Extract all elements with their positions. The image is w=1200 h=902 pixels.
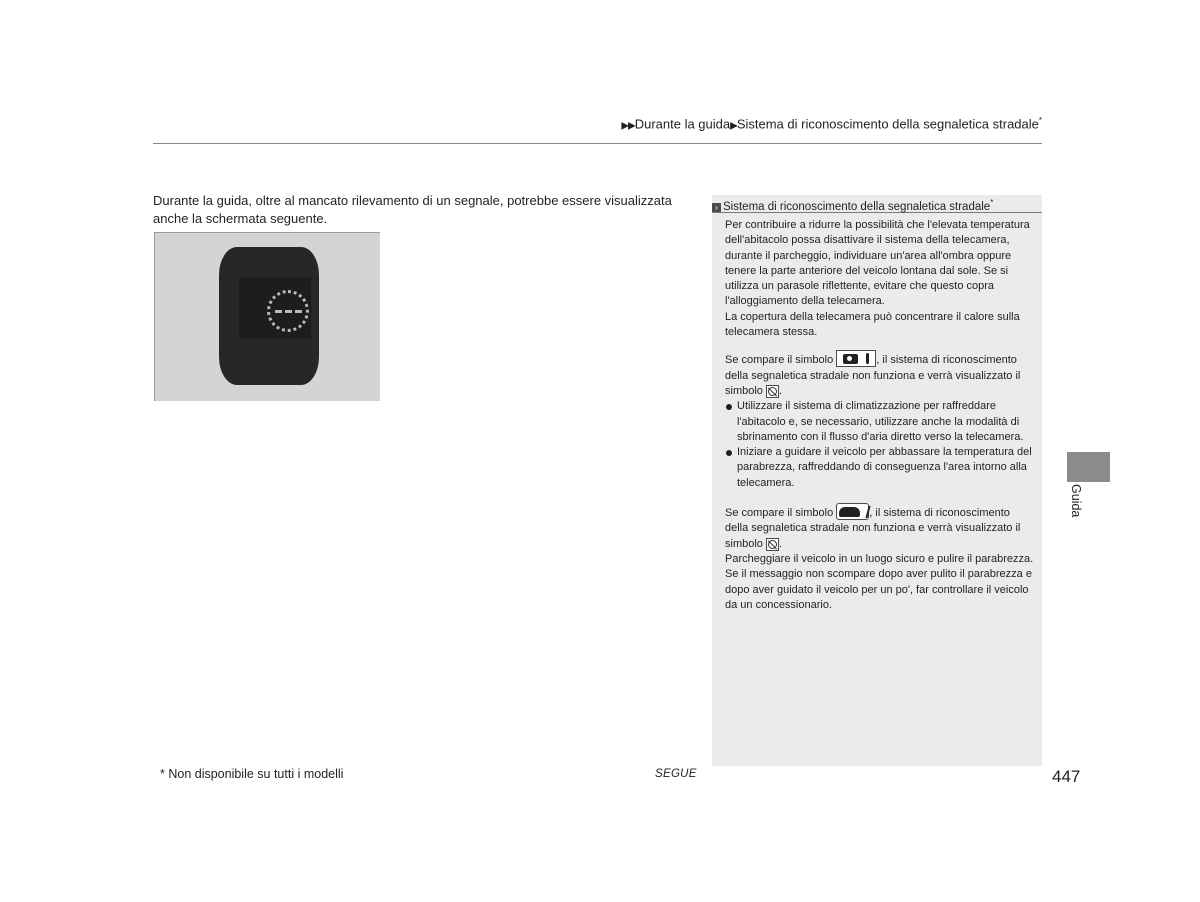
no-sign-detected-icon (267, 290, 309, 332)
notes-paragraph-4 (725, 503, 1035, 552)
display-illustration (154, 232, 380, 401)
double-triangle-icon: ▶▶ (621, 120, 635, 132)
p3-text-end: . (778, 384, 783, 397)
tsr-off-icon (766, 538, 779, 551)
tsr-off-icon (766, 385, 779, 398)
notes-title-text: Sistema di riconoscimento della segnaletica stradale (723, 200, 991, 213)
section-tab-label: Guida (1069, 484, 1083, 518)
p3-text-middle: , il sistema di riconoscimento della segnaletica stradale non funziona e verrà visualizzato il simbolo (725, 354, 1021, 397)
p4-text-end: . (778, 537, 783, 550)
notes-paragraph-2: La copertura della telecamera può concentrare il calore sulla telecamera stessa. (725, 310, 1020, 339)
display-screen (219, 247, 319, 385)
breadcrumb-topic: Sistema di riconoscimento della segnaletica stradale (736, 116, 1039, 132)
triangle-icon: ▶ (730, 120, 737, 132)
notes-paragraph-5: Parcheggiare il veicolo in un luogo sicuro e pulire il parabrezza. Se il messaggio non scompare dopo aver pulito il parabrezza e dopo aver guidato il veicolo per un po', far controllare il veicolo da un concessionario. (725, 552, 1034, 611)
dirty-windshield-camera-icon (836, 503, 869, 520)
p4-text-middle: , il sistema di riconoscimento della segnaletica stradale non funziona e verrà visualizzato il simbolo (725, 507, 1021, 550)
p3-text-start: Se compare il simbolo (725, 354, 834, 367)
continued-label: SEGUE (655, 768, 697, 780)
camera-temperature-icon (836, 350, 876, 367)
breadcrumb-asterisk: * (1038, 116, 1042, 125)
notes-title (712, 195, 1042, 213)
section-tab (1067, 452, 1110, 482)
header-divider (153, 143, 1042, 144)
breadcrumb-section: Durante la guida (634, 116, 731, 132)
reference-arrow-icon: › (712, 203, 721, 212)
breadcrumb (560, 116, 1042, 134)
notes-bullet-2: Iniziare a guidare il veicolo per abbassare la temperatura del parabrezza, raffreddando di conseguenza l'area intorno alla telecamera. (725, 445, 1035, 491)
notes-title-asterisk: * (990, 198, 994, 207)
page-number: 447 (1052, 767, 1081, 786)
notes-panel (712, 195, 1042, 766)
notes-paragraph-3 (725, 350, 1035, 399)
intro-paragraph: Durante la guida, oltre al mancato rilevamento di un segnale, potrebbe essere visualizzata anche la schermata seguente. (153, 193, 672, 226)
notes-paragraph-1: Per contribuire a ridurre la possibilità che l'elevata temperatura dell'abitacolo possa disattivare il sistema della telecamera, durante il parcheggio, individuare un'area all'ombra oppure tenere la parte anteriore del veicolo lontana dal sole. Se si utilizza un parasole riflettente, evitare che questo copra l'alloggiamento della telecamera. (725, 219, 1030, 308)
notes-bullet-1: Utilizzare il sistema di climatizzazione per raffreddare l'abitacolo e, se necessario, utilizzare anche la modalità di sbrinamento con il flusso d'aria diretto verso la telecamera. (725, 399, 1035, 445)
footnote: * Non disponibile su tutti i modelli (160, 767, 344, 781)
notes-body (725, 218, 1035, 613)
p4-text-start: Se compare il simbolo (725, 507, 834, 520)
